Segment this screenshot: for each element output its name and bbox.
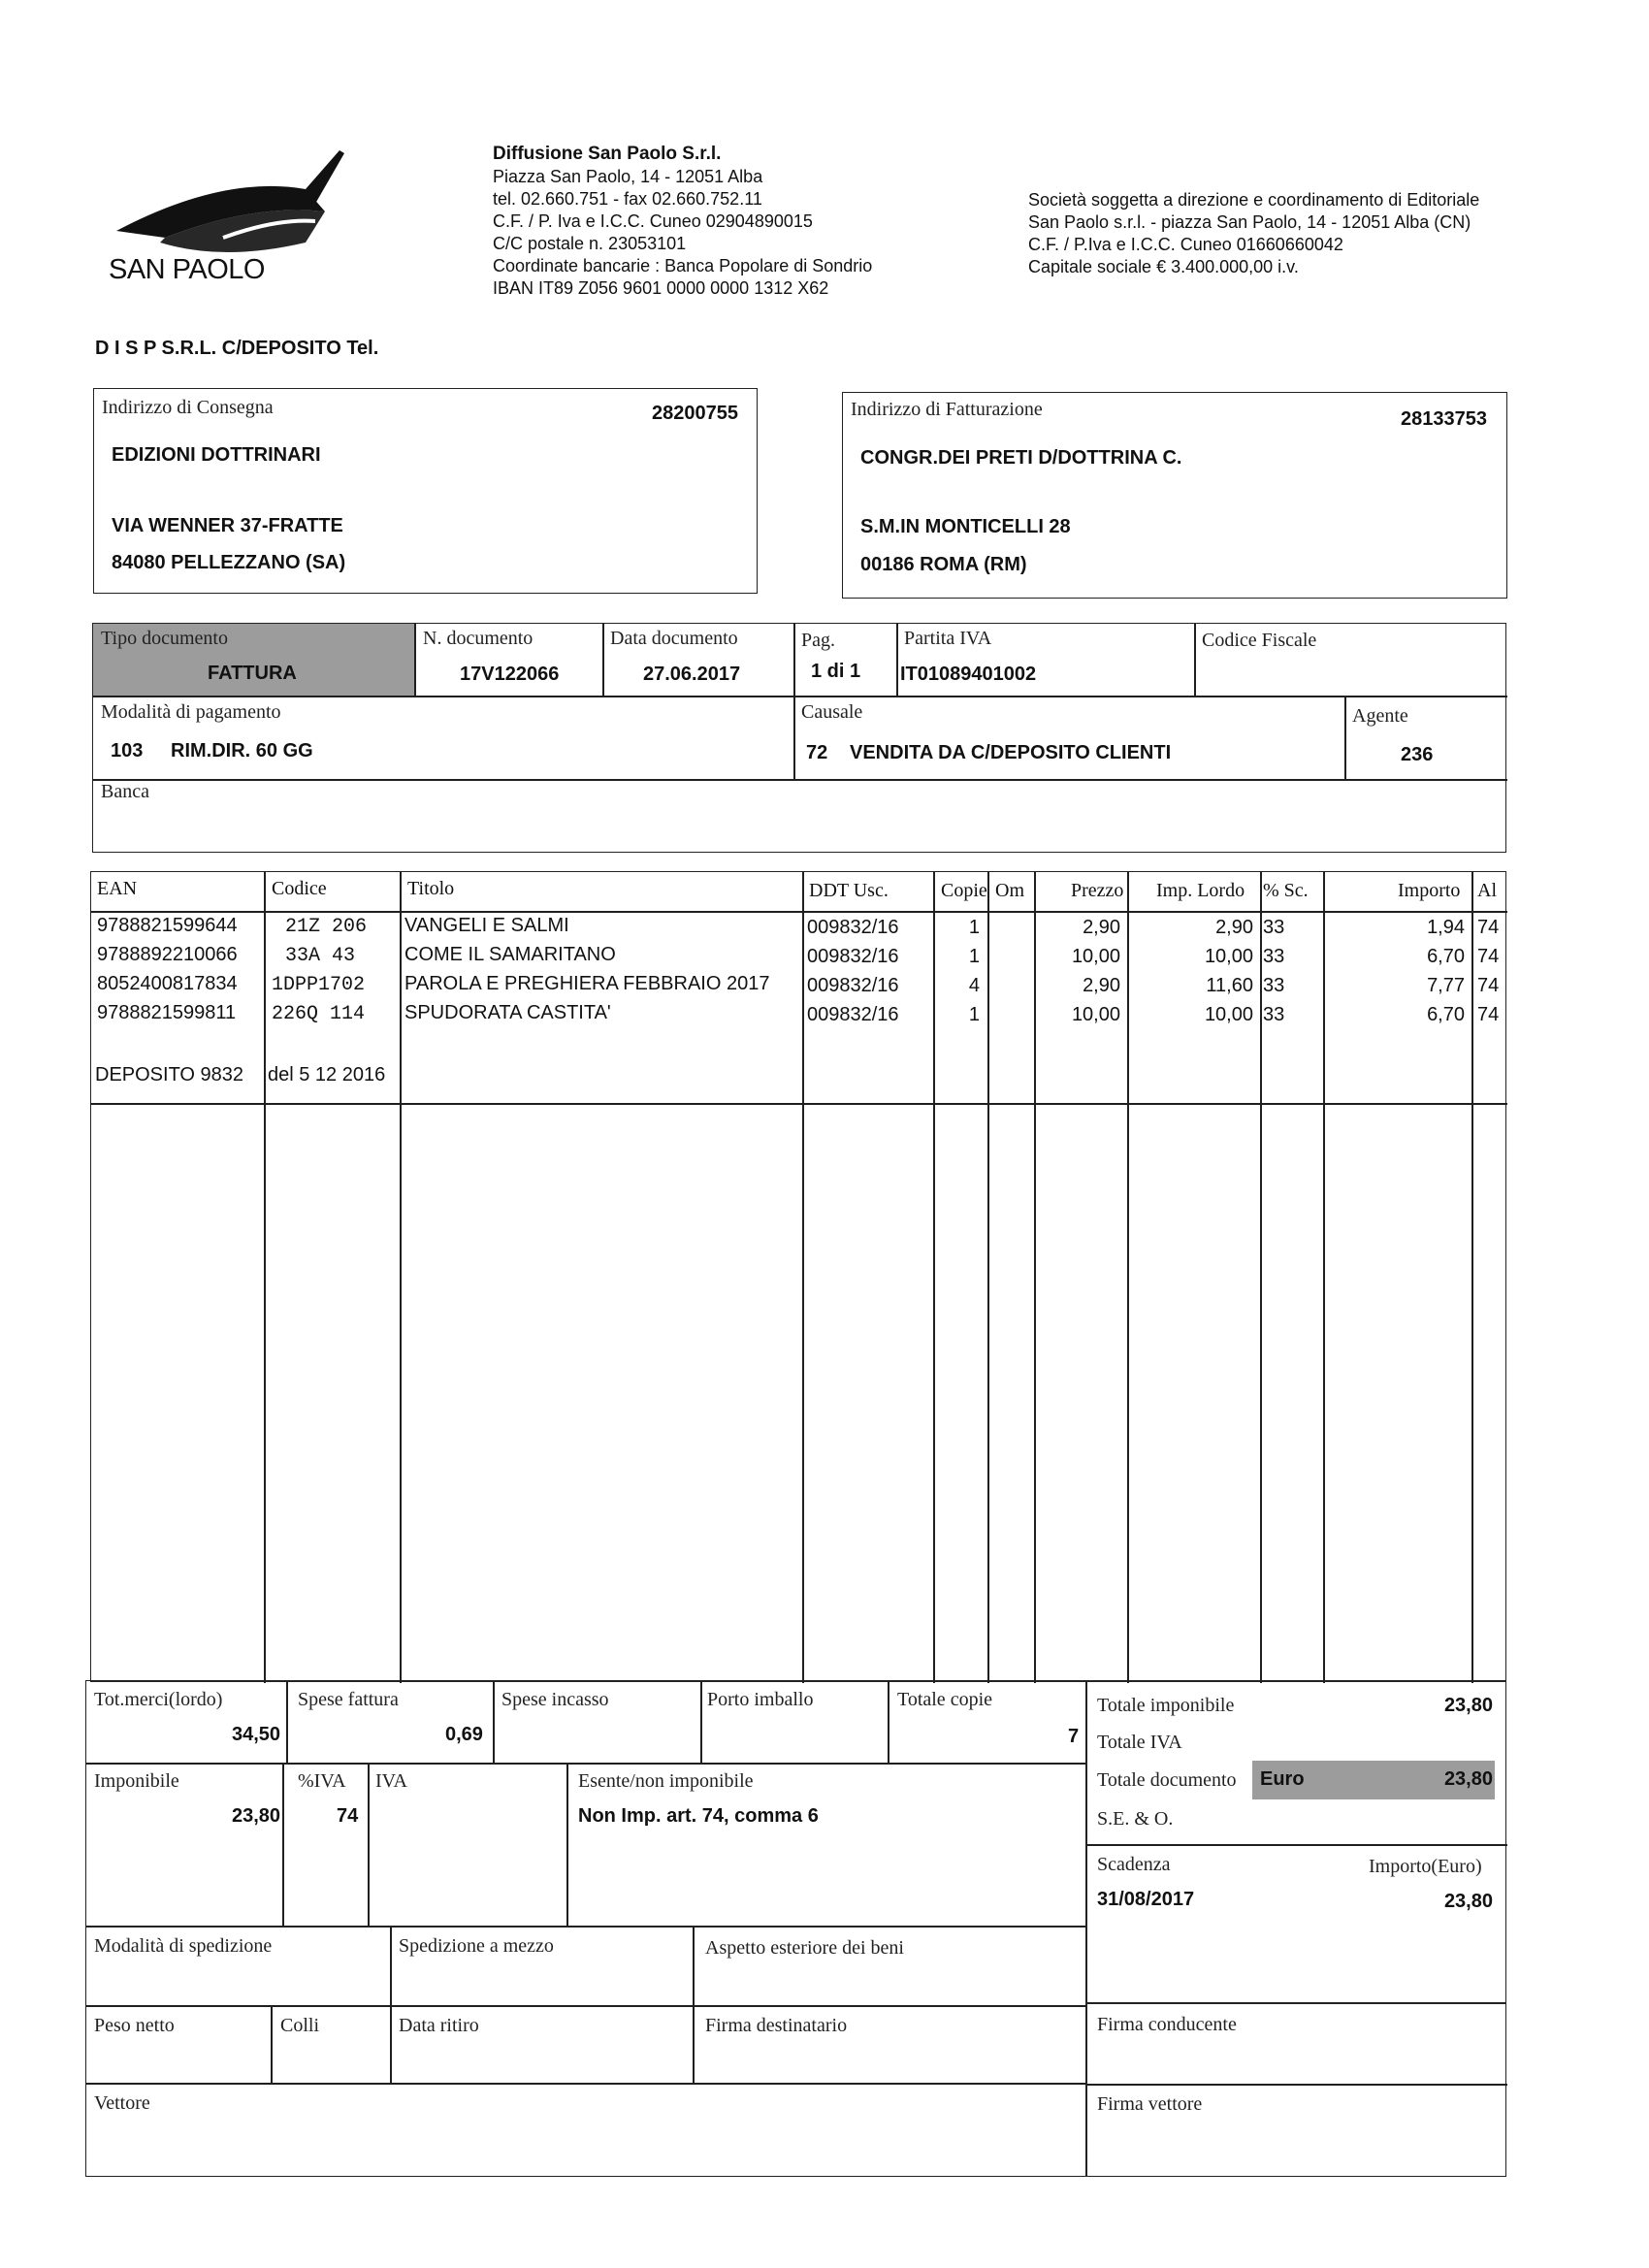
billing-street: S.M.IN MONTICELLI 28 [860,516,1071,537]
totale-copie-value: 7 [1068,1726,1080,1747]
col-titolo: Titolo [407,878,455,899]
firma-destinatario-label: Firma destinatario [705,2015,848,2036]
cell-prezzo: 2,90 [1083,917,1120,938]
firma-vettore-label: Firma vettore [1097,2093,1203,2115]
cell-sconto: 33 [1263,1004,1285,1025]
cell-copie: 1 [968,946,980,967]
doc-type-value: FATTURA [208,663,297,684]
notice-line-3: C.F. / P.Iva e I.C.C. Cuneo 01660660042 [1028,235,1343,254]
totale-iva-label: Totale IVA [1097,1732,1182,1753]
col-sconto: % Sc. [1263,880,1309,901]
cell-codice: 21Z 206 [285,916,368,938]
notice-line-1: Società soggetta a direzione e coordinamento di Editoriale [1028,190,1480,210]
delivery-label: Indirizzo di Consegna [102,397,274,418]
imponibile-label: Imponibile [94,1770,179,1792]
payment-label: Modalità di pagamento [101,701,281,723]
col-ean: EAN [97,878,138,899]
spese-fattura-value: 0,69 [445,1724,483,1745]
company-line-2: tel. 02.660.751 - fax 02.660.752.11 [493,189,762,209]
tot-merci-label: Tot.merci(lordo) [94,1689,223,1710]
deposit-date-note: del 5 12 2016 [268,1064,386,1085]
notice-line-4: Capitale sociale € 3.400.000,00 i.v. [1028,257,1299,276]
cell-ddt: 009832/16 [807,946,899,967]
cell-titolo: VANGELI E SALMI [404,915,569,936]
cell-titolo: SPUDORATA CASTITA' [404,1002,611,1023]
totale-documento-label: Totale documento [1097,1769,1237,1791]
company-line-1: Piazza San Paolo, 14 - 12051 Alba [493,167,763,186]
cell-ean: 9788892210066 [97,944,238,965]
cell-ddt: 009832/16 [807,975,899,996]
company-line-4: C/C postale n. 23053101 [493,234,687,253]
cause-code: 72 [806,742,828,763]
cell-importo: 6,70 [1427,1004,1465,1025]
doc-date-label: Data documento [610,628,738,649]
doc-page-value: 1 di 1 [811,661,861,682]
shipping-section [85,1927,1086,2177]
col-al: Al [1477,880,1497,901]
cell-copie: 4 [968,975,980,996]
cell-ean: 8052400817834 [97,973,238,994]
doc-type-label: Tipo documento [101,628,228,649]
pct-iva-value: 74 [337,1805,359,1827]
disp-line: D I S P S.R.L. C/DEPOSITO Tel. [95,338,379,359]
cell-copie: 1 [968,1004,980,1025]
payment-value: RIM.DIR. 60 GG [171,740,313,761]
iva-label: IVA [375,1770,407,1792]
cell-sconto: 33 [1263,946,1285,967]
totals-left [85,1680,1086,1927]
items-table [90,871,1506,1682]
col-ddt: DDT Usc. [809,880,889,901]
doc-number-value: 17V122066 [460,664,560,685]
col-codice: Codice [272,878,327,899]
spese-incasso-label: Spese incasso [501,1689,609,1710]
doc-vat-label: Partita IVA [904,628,992,649]
totale-imponibile-value: 23,80 [1443,1695,1493,1716]
notice-line-2: San Paolo s.r.l. - piazza San Paolo, 14 - 12051 Alba (CN) [1028,212,1471,232]
document-info-box [92,623,1506,853]
cell-al: 74 [1477,975,1500,996]
doc-page-label: Pag. [801,630,835,651]
agent-value: 236 [1401,744,1434,765]
doc-vat-value: IT01089401002 [900,664,1037,685]
scadenza-label: Scadenza [1097,1854,1171,1875]
porto-imballo-label: Porto imballo [707,1689,814,1710]
col-om: Om [995,880,1024,901]
billing-name: CONGR.DEI PRETI D/DOTTRINA C. [860,447,1182,469]
cell-imp-lordo: 10,00 [1204,1004,1253,1025]
cell-ddt: 009832/16 [807,917,899,938]
cell-imp-lordo: 10,00 [1204,946,1253,967]
billing-city: 00186 ROMA (RM) [860,554,1027,575]
col-copie: Copie [941,880,987,901]
cell-codice: 33A 43 [285,945,356,967]
data-ritiro-label: Data ritiro [399,2015,479,2036]
colli-label: Colli [280,2015,320,2036]
totals-right [1086,1680,1506,2003]
agent-label: Agente [1352,705,1408,727]
totale-copie-label: Totale copie [897,1689,992,1710]
cell-sconto: 33 [1263,975,1285,996]
billing-address-box [842,392,1507,599]
billing-label: Indirizzo di Fatturazione [851,399,1043,420]
importo-euro-label: Importo(Euro) [1369,1856,1482,1877]
doc-fiscal-label: Codice Fiscale [1202,630,1317,651]
cell-ddt: 009832/16 [807,1004,899,1025]
totale-documento-value: 23,80 [1443,1768,1493,1790]
doc-number-label: N. documento [423,628,534,649]
totale-imponibile-label: Totale imponibile [1097,1695,1235,1716]
scadenza-value: 31/08/2017 [1097,1889,1195,1910]
delivery-address-box [93,388,758,594]
company-line-3: C.F. / P. Iva e I.C.C. Cuneo 02904890015 [493,211,813,231]
cell-prezzo: 10,00 [1071,1004,1120,1025]
se-o-label: S.E. & O. [1097,1808,1174,1830]
esente-label: Esente/non imponibile [578,1770,754,1792]
spedizione-mezzo-label: Spedizione a mezzo [399,1935,554,1957]
billing-code: 28133753 [1401,408,1487,430]
cell-al: 74 [1477,946,1500,967]
modalita-spedizione-label: Modalità di spedizione [94,1935,273,1957]
cause-value: VENDITA DA C/DEPOSITO CLIENTI [850,742,1172,763]
deposit-note: DEPOSITO 9832 [95,1064,244,1085]
cell-titolo: COME IL SAMARITANO [404,944,616,965]
cell-al: 74 [1477,917,1500,938]
delivery-name: EDIZIONI DOTTRINARI [112,444,321,466]
cell-ean: 9788821599644 [97,915,238,936]
firma-conducente-label: Firma conducente [1097,2014,1237,2035]
cell-copie: 1 [968,917,980,938]
pct-iva-label: %IVA [298,1770,346,1792]
cause-label: Causale [801,701,863,723]
col-importo: Importo [1398,880,1461,901]
spese-fattura-label: Spese fattura [298,1689,399,1710]
bank-label: Banca [101,781,149,802]
aspetto-beni-label: Aspetto esteriore dei beni [705,1937,904,1959]
cell-importo: 1,94 [1427,917,1465,938]
cell-al: 74 [1477,1004,1500,1025]
delivery-city: 84080 PELLEZZANO (SA) [112,552,346,573]
vettore-label: Vettore [94,2092,150,2114]
cell-importo: 6,70 [1427,946,1465,967]
cell-prezzo: 10,00 [1071,946,1120,967]
cell-prezzo: 2,90 [1083,975,1120,996]
cell-titolo: PAROLA E PREGHIERA FEBBRAIO 2017 [404,973,770,994]
cell-codice: 226Q 114 [272,1003,366,1025]
esente-value: Non Imp. art. 74, comma 6 [578,1805,819,1827]
cell-imp-lordo: 2,90 [1215,917,1253,938]
company-name: Diffusione San Paolo S.r.l. [493,144,722,164]
company-line-6: IBAN IT89 Z056 9601 0000 0000 1312 X62 [493,278,829,298]
cell-ean: 9788821599811 [97,1002,237,1023]
payment-code: 103 [111,740,144,761]
col-imp-lordo: Imp. Lordo [1156,880,1245,901]
cell-sconto: 33 [1263,917,1285,938]
company-line-5: Coordinate bancarie : Banca Popolare di Sondrio [493,256,873,275]
currency-label: Euro [1260,1768,1305,1790]
cell-imp-lordo: 11,60 [1206,975,1253,996]
cell-codice: 1DPP1702 [272,974,366,996]
doc-date-value: 27.06.2017 [643,664,741,685]
delivery-code: 28200755 [652,403,738,424]
cell-importo: 7,77 [1427,975,1465,996]
peso-netto-label: Peso netto [94,2015,175,2036]
importo-euro-value: 23,80 [1443,1891,1493,1912]
tot-merci-value: 34,50 [232,1724,281,1745]
imponibile-value: 23,80 [232,1805,281,1827]
col-prezzo: Prezzo [1071,880,1124,901]
signature-section [1086,2003,1506,2177]
delivery-street: VIA WENNER 37-FRATTE [112,515,343,536]
logo-text: SAN PAOLO [109,254,265,285]
